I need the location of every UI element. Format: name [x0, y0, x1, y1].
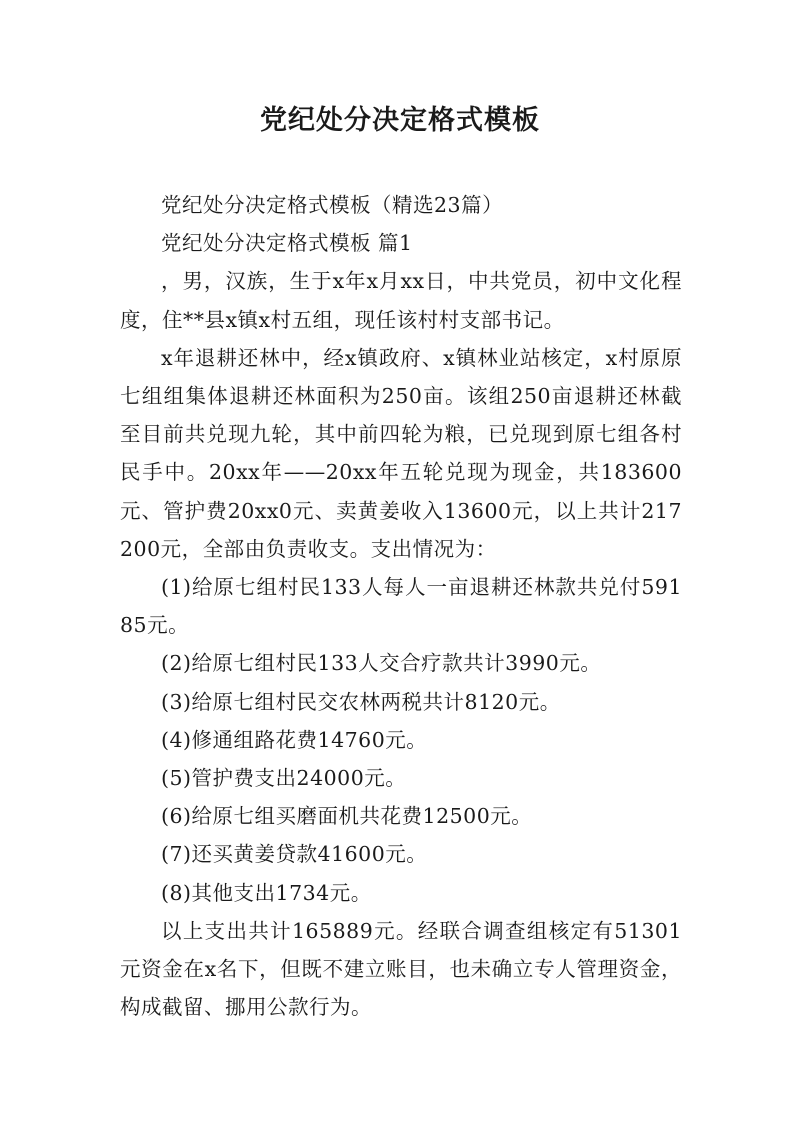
subtitle: 党纪处分决定格式模板（精选23篇） [161, 193, 504, 217]
section-heading: 党纪处分决定格式模板 篇1 [161, 231, 413, 256]
document-body [120, 186, 682, 1026]
paragraph-facts: x年退耕还林中，经x镇政府、x镇林业站核定，x村原原七组组集体退耕还林面积为250亩。该组250亩退耕还林截至目前共兑现九轮，其中前四轮为粮，已兑现到原七组各村民手中。20xx年——20xx年五轮兑现为现金，共183600元、管护费20xx0元、卖黄姜收入13600元，以上共计217200元，全部由负责收支。支出情况为： [120, 345, 682, 561]
expense-item-3: (3)给原七组村民交农林两税共计8120元。 [161, 689, 561, 714]
expense-item-4: (4)修通组路花费14760元。 [161, 727, 428, 752]
expense-item-1: (1)给原七组村民133人每人一亩退耕还林款共兑付59185元。 [120, 575, 682, 638]
document-title: 党纪处分决定格式模板 [260, 105, 540, 136]
paragraph-personal-info: ，男，汉族，生于x年x月xx日，中共党员，初中文化程度，住**县x镇x村五组，现任该村村支部书记。 [120, 269, 682, 332]
expense-item-5: (5)管护费支出24000元。 [161, 766, 407, 791]
expense-item-6: (6)给原七组买磨面机共花费12500元。 [161, 804, 533, 829]
expense-item-8: (8)其他支出1734元。 [161, 880, 372, 905]
expense-item-7: (7)还买黄姜贷款41600元。 [161, 842, 428, 867]
expense-item-2: (2)给原七组村民133人交合疗款共计3990元。 [161, 651, 602, 676]
paragraph-conclusion: 以上支出共计165889元。经联合调查组核定有51301元资金在x名下，但既不建立账目，也未确立专人管理资金，构成截留、挪用公款行为。 [120, 918, 682, 1020]
